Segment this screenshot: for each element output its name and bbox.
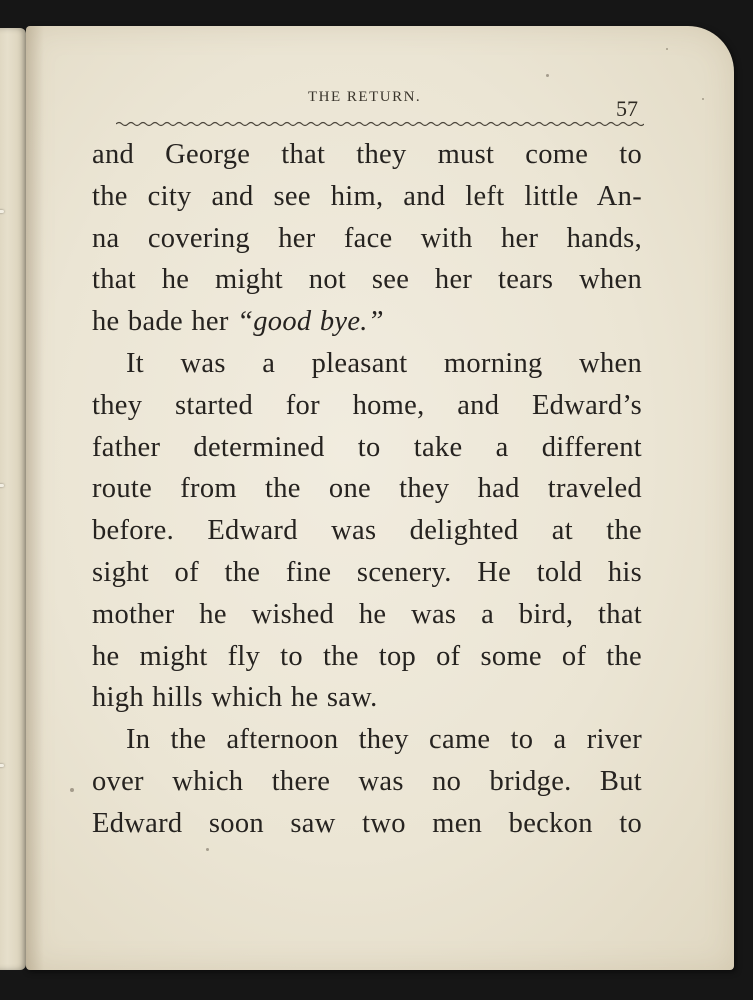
text-line: father determined to take a different — [92, 431, 642, 463]
paper-speck — [702, 98, 704, 100]
paper-speck — [206, 848, 209, 851]
body-text — [92, 134, 642, 845]
text-line: na covering her face with her hands, — [92, 222, 642, 254]
text-line: the city and see him, and left little An- — [92, 180, 642, 212]
text-line — [92, 301, 642, 343]
text-segment: he bade her — [92, 306, 238, 338]
paragraph-start-line: It was a pleasant morning when — [126, 347, 642, 379]
facing-page-edge — [0, 28, 26, 970]
header-wavy-rule — [116, 120, 644, 128]
text-line: Edward soon saw two men beckon to — [92, 807, 642, 839]
text-line: sight of the fine scenery. He told his — [92, 556, 642, 588]
quoted-phrase: “good bye.” — [237, 306, 384, 338]
text-line: they started for home, and Edward’s — [92, 389, 642, 421]
paper-speck — [70, 788, 74, 792]
book-page — [26, 26, 734, 970]
text-line: he might fly to the top of some of the — [92, 640, 642, 672]
paper-speck — [546, 74, 549, 77]
paper-speck — [666, 48, 668, 50]
text-line: that he might not see her tears when — [92, 264, 642, 296]
text-line: and George that they must come to — [92, 139, 642, 170]
binding-stitch — [0, 210, 4, 213]
paragraph-start-line: In the afternoon they came to a river — [126, 724, 642, 756]
page-number: 57 — [616, 96, 638, 121]
text-line: route from the one they had traveled — [92, 473, 642, 505]
text-line: over which there was no bridge. But — [92, 765, 642, 797]
text-line: high hills which he saw. — [92, 682, 378, 714]
binding-stitch — [0, 764, 4, 767]
binding-stitch — [0, 484, 4, 487]
running-head: THE RETURN. — [308, 89, 422, 105]
text-line: mother he wished he was a bird, that — [92, 598, 642, 630]
text-line: before. Edward was delighted at the — [92, 515, 642, 547]
